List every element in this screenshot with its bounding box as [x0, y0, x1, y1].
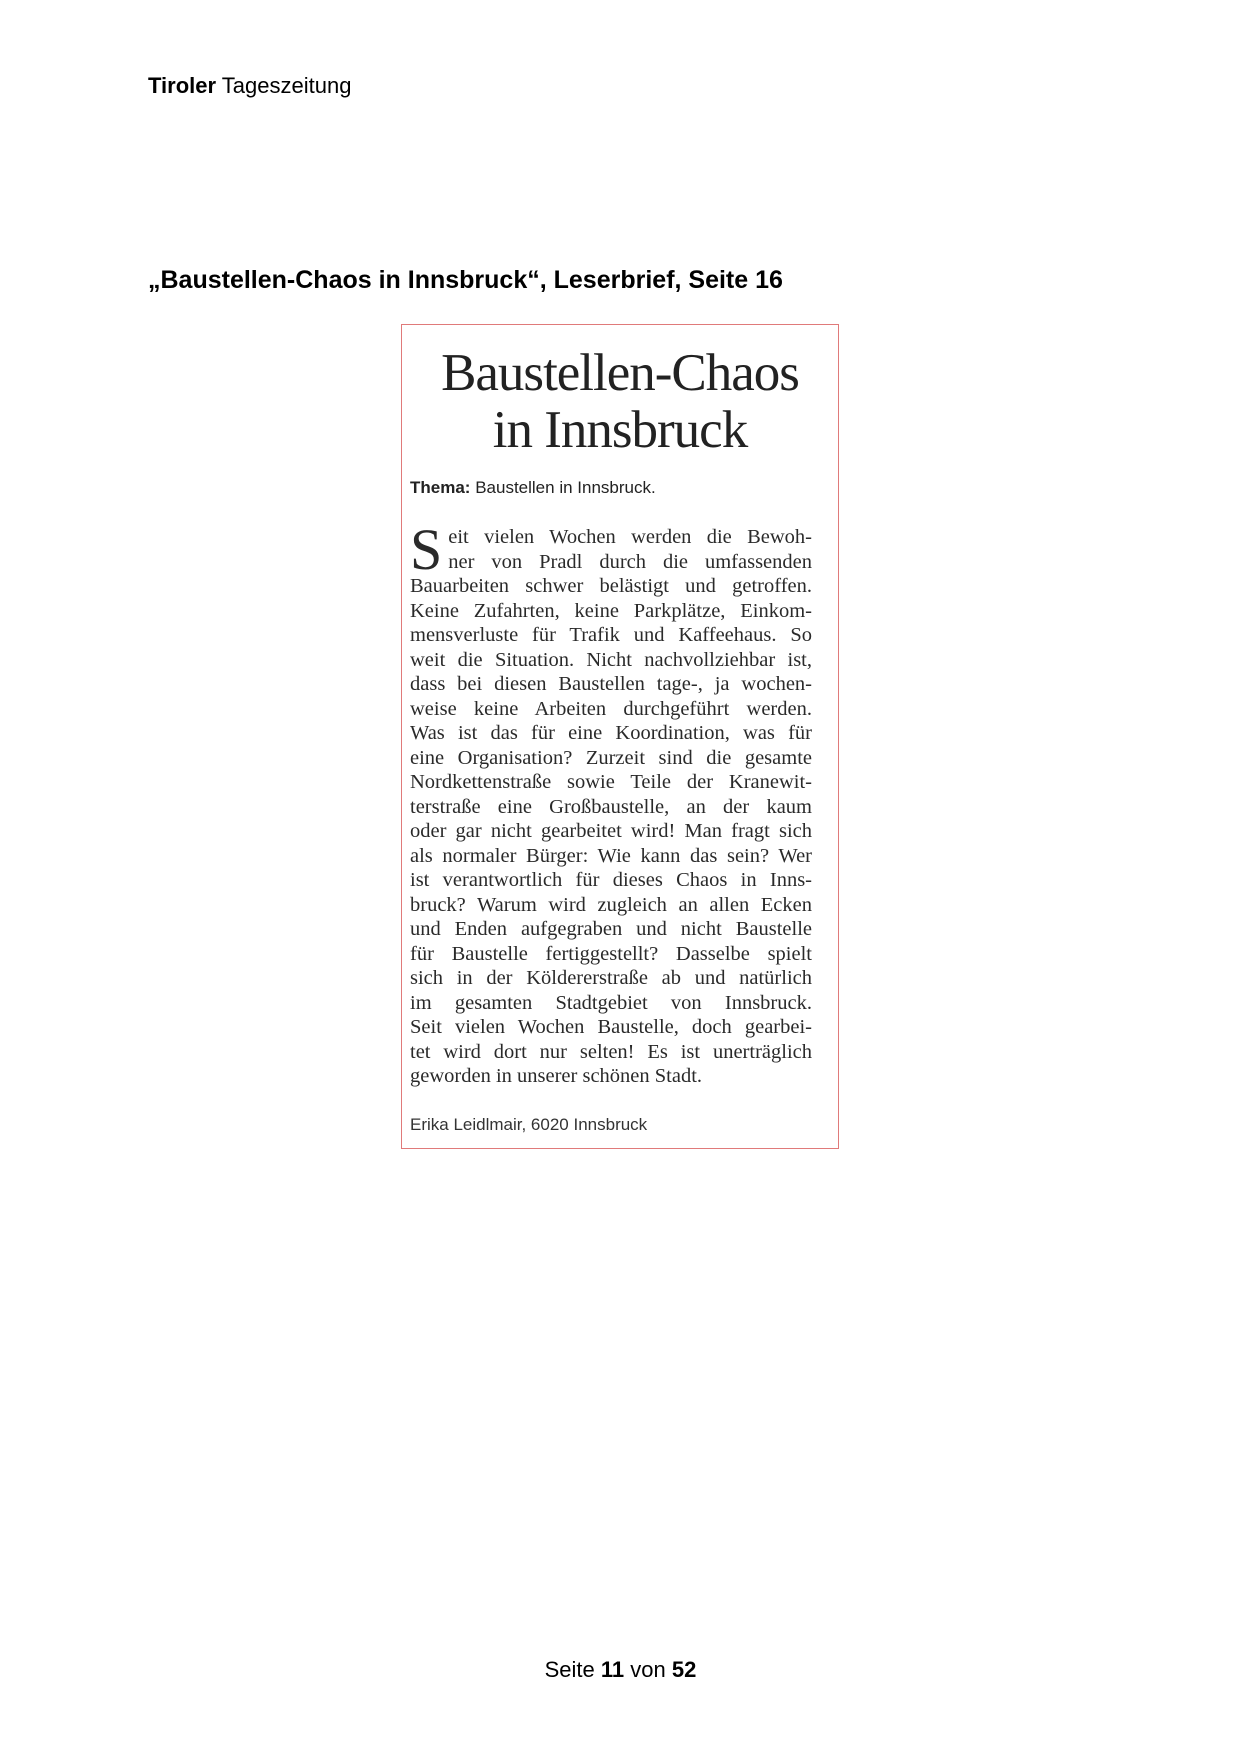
article-line: für Baustelle fertiggestellt? Dasselbe spielt [410, 942, 812, 965]
article-line: geworden in unserer schönen Stadt. [410, 1065, 703, 1087]
clipping-caption: „Baustellen-Chaos in Innsbruck“, Leserbrief, Seite 16 [148, 266, 783, 294]
article-body [410, 517, 812, 1089]
brand-regular: Tageszeitung [221, 73, 352, 98]
article-line: eit vielen Wochen werden die Bewoh- [448, 526, 812, 548]
article-headline [402, 345, 838, 459]
article-line: ner von Pradl durch die umfassenden [448, 550, 812, 573]
article-line: ist verantwortlich für dieses Chaos in Inns- [410, 869, 812, 891]
brand-bold: Tiroler [148, 73, 217, 98]
article-line: im gesamten Stadtgebiet von Innsbruck. [410, 991, 812, 1014]
page-prefix: Seite [544, 1657, 595, 1682]
headline-line: in Innsbruck [492, 401, 748, 459]
article-line: tet wird dort nur selten! Es ist unerträglich [410, 1040, 812, 1063]
article-line: Was ist das für eine Koordination, was für [410, 722, 812, 744]
page-of: von [630, 1657, 666, 1682]
total-pages: 52 [671, 1657, 697, 1682]
topic-label: Thema: [410, 478, 471, 497]
article-line: Keine Zufahrten, keine Parkplätze, Einkom- [410, 599, 812, 622]
article-author: Erika Leidlmair, 6020 Innsbruck [410, 1115, 648, 1134]
article-line: als normaler Bürger: Wie kann das sein? Wer [410, 844, 812, 867]
topic-text: Baustellen in Innsbruck. [475, 478, 656, 497]
article-line: mensverluste für Trafik und Kaffeehaus. So [410, 624, 812, 646]
article-line: sich in der Köldererstraße ab und natürlich [410, 967, 812, 989]
article-line: Bauarbeiten schwer belästigt und getroffen. [410, 575, 812, 597]
article-line: eine Organisation? Zurzeit sind die gesamte [410, 746, 812, 769]
article-line: Seit vielen Wochen Baustelle, doch gearbei- [410, 1016, 812, 1038]
article-line: Nordkettenstraße sowie Teile der Kranewit- [410, 771, 812, 793]
article-line: dass bei diesen Baustellen tage-, ja wochen- [410, 673, 812, 695]
article-line: bruck? Warum wird zugleich an allen Ecken [410, 893, 812, 916]
headline-line: Baustellen-Chaos [441, 344, 799, 402]
article-line: weit die Situation. Nicht nachvollziehbar ist, [410, 648, 812, 671]
article-line: weise keine Arbeiten durchgeführt werden. [410, 697, 812, 720]
page-number [0, 1657, 1241, 1683]
current-page: 11 [600, 1657, 625, 1682]
drop-cap: S [410, 517, 443, 582]
article-line: oder gar nicht gearbeitet wird! Man fragt sich [410, 820, 812, 842]
article-line: und Enden aufgegraben und nicht Baustelle [410, 918, 812, 940]
article-clipping [401, 324, 839, 1149]
article-topic [410, 478, 656, 498]
publication-name [148, 73, 351, 99]
article-line: terstraße eine Großbaustelle, an der kaum [410, 795, 812, 818]
